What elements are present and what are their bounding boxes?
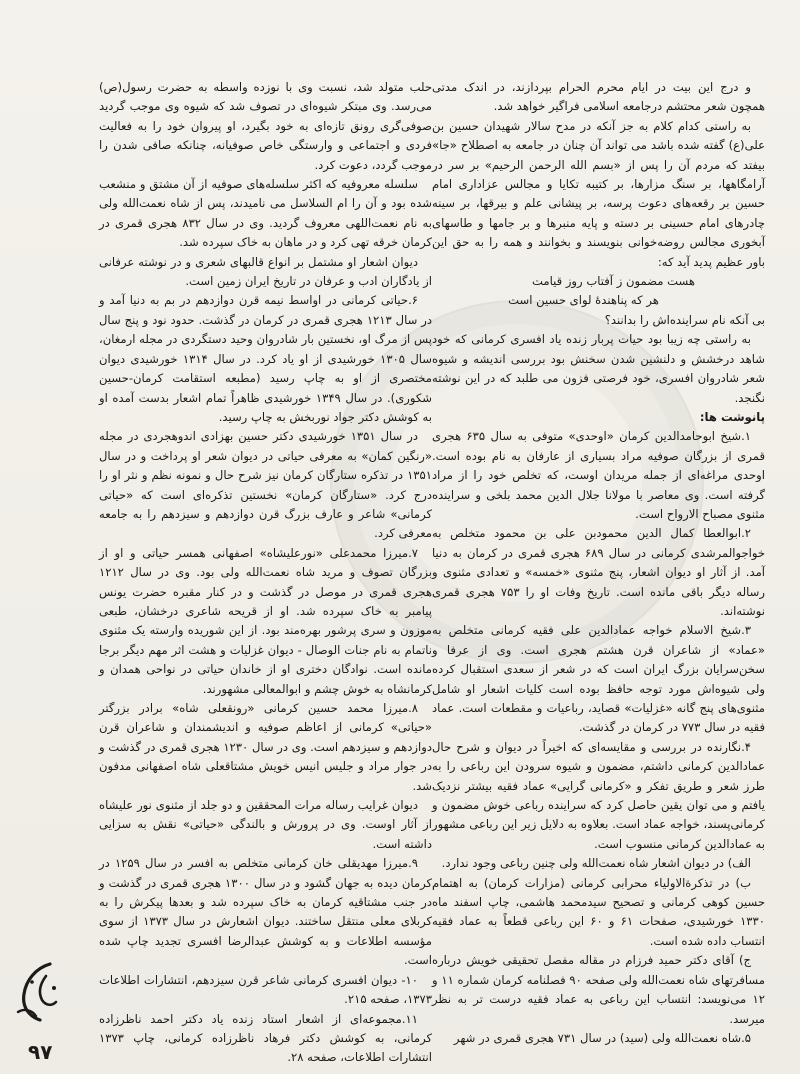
footnote: ۱۰- دیوان افسری کرمانی شاعر قرن سیزدهم، انتشارات اطلاعات ۱۳۷۳، صفحه ۲۱۵.	[99, 972, 432, 1007]
left-column	[99, 78, 432, 1068]
verse-line: هست مضمون ز آفتاب روز قیامت	[531, 274, 695, 289]
paragraph: دیوان اشعار او مشتمل بر انواع قالبهای شعری و در نوشته عرفانی از یادگاران ادب و عرفان در تاریخ ایران زمین است.	[99, 254, 432, 289]
paragraph: سلسله معروفیه که اکثر سلسله‌های صوفیه از آن مشتق و منشعب شده بود و آن را ام السلاسل می نامیدند، پس از شاه نعمت‌الله ولی به نام نعمت‌اللهی معروف گردید. وی در سال ۸۳۲ هجری قمری در کرمان خرقه تهی کرد و در ماهان به خاک سپرده شد.	[99, 177, 433, 250]
paragraph: و درج این بیت در ایام محرم الحرام بپردازند، در اندک مدتی همچون شعر محتشم درجامعه اسلامی فراگیر خواهد شد.	[432, 80, 765, 114]
page-number: ۹۷	[28, 1040, 53, 1064]
right-column	[432, 78, 765, 1048]
verse	[432, 272, 765, 311]
footnotes-heading: پانوشت ها:	[699, 409, 765, 424]
footnote: ۴.نگارنده در بررسی و مقایسه‌ای که اخیراً در دیوان و شرح حال عمادالدین کرمانی داشتم، مضمون و شیوه سرودن این رباعی را به طرز شعر و طریق تفکر و «کرمانی گرایی» عماد فقیه بیشتر نزدیک یافتم و می توان یقین حاصل کرد که سراینده رباعی خوش مضمون و کرمانی‌پسند، خواجه عماد است. بعلاوه به دلایل زیر این رباعی مشهور به عمادالدین کرمانی منسوب است.	[432, 739, 765, 851]
paragraph: حلب متولد شد، نسبت وی با نوزده واسطه به حضرت رسول(ص) می‌رسد. وی مبتکر شیوه‌ای در تصوف شد که شیوه وی موجب گردید صوفی‌گری رونق تازه‌ای به خود بگیرد، او پیروان خود را به فعالیت فردی و اجتماعی و وارستگی خاص صوفیانه، چنانکه صافی شدن را موجب گردد، دعوت کرد.	[99, 80, 432, 172]
footnote: ۱۱.مجموعه‌ای از اشعار استاد زنده یاد دکتر احمد ناظرزاده کرمانی، به کوشش دکتر فرهاد ناظرزاده کرمانی، چاپ ۱۳۷۳ انتشارات اطلاعات، صفحه ۲۸.	[99, 1011, 432, 1065]
footnote: ۹.میرزا مهدیقلی خان کرمانی متخلص به افسر در سال ۱۲۵۹ در کرمان دیده به جهان گشود و در سال ۱۳۰۰ هجری قمری در گذشت و در جنب مشتاقیه کرمان به خاک سپرده شد و بعدها پیکرش را به کربلای معلی منتقل ساختند. دیوان اشعارش در سال ۱۳۷۳ از سوی مؤسسه اطلاعات و به کوشش عبدالرضا افسری تجدید چاپ شده است.	[99, 856, 432, 968]
footnote: ۶.حیاتی کرمانی در اواسط نیمه قرن دوازدهم در بم به دنیا آمد و در سال ۱۲۱۳ هجری قمری در کرمان در گذشت. حدود نود و پنج سال پس از مرگ او، نخستین بار شادروان وحید دستگردی در مجله ارمغان، سال ۱۳۰۵ خورشیدی از او یاد کرد. در سال ۱۳۱۴ خورشیدی دیوان مختصری از او به چاپ رسید (مطبعه استقامت کرمان-حسین شکوری). در سال ۱۳۴۹ خورشیدی ظاهراً تمام اشعار بدست آمده او به کوشش دکتر جواد نوربخش به چاپ رسید.	[99, 293, 432, 424]
verse-line: هر که پناهندهٔ لوای حسین است	[508, 293, 659, 308]
paragraph: به راستی چه زیبا بود حیات پربار زنده یاد افسری کرمانی که خود شاهد درخشش و دلنشین شدن سخنش بود بررسی اندیشه و شیوه شعر شادروان افسری، خود فرصتی فزون می طلبد که در این نوشته نگنجد.	[432, 332, 765, 405]
footnote: ۳.شیخ الاسلام خواجه عمادالدین علی فقیه کرمانی متخلص به «عماد» از شاعران قرن هشتم هجری است. وی از عرفا و سخن‌سرایان بزرگ ایران است که در شعر از سعدی استقبال کرده ولی شیوه‌اش مورد توجه حافظ بوده است کلیات اشعار او شامل مثنوی‌های پنج گانه «غزلیات» قصاید، رباعیات و مقطعات است. عماد فقیه در سال ۷۷۳ در کرمان در گذشت.	[432, 623, 765, 735]
paragraph: به راستی کدام کلام به جز آنکه در مدح سالار شهیدان حسین بن علی(ع) گفته شده باشد می تواند آن چنان در جامعه به اصطلاح «جا» بیفتد که مردم آن را پس از «بسم الله الرحمن الرحیم» بر سر در آرامگاهها، بر سنگ مزارها، بر کتیبه تکایا و مجالس عزاداری امام حسین بر رقعه‌های دعوت پرسه، بر پیشانی علم و بیرقها، بر سینه چادرهای امام حسینی بر دسته و پایه منبرها و بر جامها و طاسهای آبخوری مجالس روضه‌خوانی بنویسند و بخوانند و همه را به حق این باور عظیم پدید آید که:	[432, 118, 765, 269]
footnote: الف) در دیوان اشعار شاه نعمت‌الله ولی چنین رباعی وجود ندارد.	[441, 856, 751, 871]
footnote: ۱.شیخ ابوحامدالدین کرمان «اوحدی» متوفی به سال ۶۳۵ هجری قمری از بزرگان صوفیه مراد بسیاری از عارفان به نام بوده است. اوحدی مراغه‌ای از جمله مریدان اوست، که تخلص خود را از مراد گرفته است. وی معاصر با مولانا جلال الدین محمد بلخی و سراینده مثنوی مصباح الارواح است.	[432, 429, 765, 521]
footnote: دیوان غرایب رساله مرات المحققین و دو جلد از مثنوی نور علیشاه از آثار اوست. وی در پرورش و بالندگی «حیاتی» نقش به سزایی داشته است.	[99, 798, 432, 851]
footnote: ۵.شاه نعمت‌الله ولی (سید) در سال ۷۳۱ هجری قمری در شهر	[453, 1030, 751, 1045]
footnote: ۸.میرزا محمد حسین کرمانی «رونقعلی شاه» برادر بزرگتر «حیاتی» کرمانی از اعاظم صوفیه و اندیشمندان و شاعران قرن دوازدهم و سیزدهم است. وی در سال ۱۲۳۰ هجری قمری در گذشت و در جوار مراد و جلیس انیس خویش مشتاقعلی شاه اصفهانی مدفون شد.	[99, 701, 432, 793]
footnote: ۲.ابوالعطا کمال الدین محمودبن علی بن محمود متخلص به خواجوالمرشدی کرمانی در سال ۶۸۹ هجری قمری در کرمان به دنیا آمد. از آثار او دیوان اشعار، پنج مثنوی «خمسه» و تعدادی مثنوی و رساله دیگر باقی مانده است. تاریخ وفات او را ۷۵۳ هجری قمری نوشته‌اند.	[432, 526, 765, 618]
footnote: ج) آقای دکتر حمید فرزام در مقاله مفصل تحقیقی خویش درباره مسافرتهای شاه نعمت‌الله ولی صفحه ۹۰ فصلنامه کرمان شماره ۱۱ و ۱۲ می‌نویسد: انتساب این رباعی به عماد فقیه درست تر به نظر میرسد.	[432, 953, 765, 1026]
footnote: ب) در تذکرةالاولیاء محرابی کرمانی (مزارات کرمان) به اهتمام حسین کوهی کرمانی و تصحیح سیدمحمد هاشمی، چاپ اسفند ماه ۱۳۳۰ خورشیدی، صفحات ۶۱ و ۶۰ این رباعی قطعاً به عماد فقیه انتساب داده شده است.	[432, 875, 765, 948]
footnote: ۷.میرزا محمدعلی «نورعلیشاه» اصفهانی همسر حیاتی و او از بزرگان تصوف و مرید شاه نعمت‌الله ولی بود. وی در سال ۱۲۱۲ هجری قمری در موصل در گذشت و در کنار مقبره حضرت یونس پیامبر به خاک سپرده شد. او از قریحه شاعری درخشان، طبعی موزون و سری پرشور بهره‌مند بود. از این شوریده وارسته یک مثنوی ناتمام به نام جنات الوصال - دیوان غزلیات و هشت اثر مهم دیگر برجا مانده است. نوادگان دختری او از خاندان حیاتی در نواحی همدان و کرمانشاه به خوش چشم و ابوالمعالی مشهورند.	[99, 545, 432, 696]
kerman-logo	[6, 958, 64, 1030]
footnote: در سال ۱۳۵۱ خورشیدی دکتر حسین بهزادی اندوهجردی در مجله «رنگین کمان» به معرفی حیاتی در دیوان شعر او پرداخت و در سال ۱۳۵۱ در تذکره ستارگان کرمان نیز شرح حال و نمونه نظم و نثر او را درج کرد. «ستارگان کرمان» نخستین تذکره‌ای است که «حیاتی کرمانی» شاعر و عارف بزرگ قرن دوازدهم و سیزدهم را به جامعه معرفی کرد.	[99, 429, 432, 541]
paragraph: بی آنکه نام سراینده‌اش را بدانند؟	[604, 312, 765, 327]
